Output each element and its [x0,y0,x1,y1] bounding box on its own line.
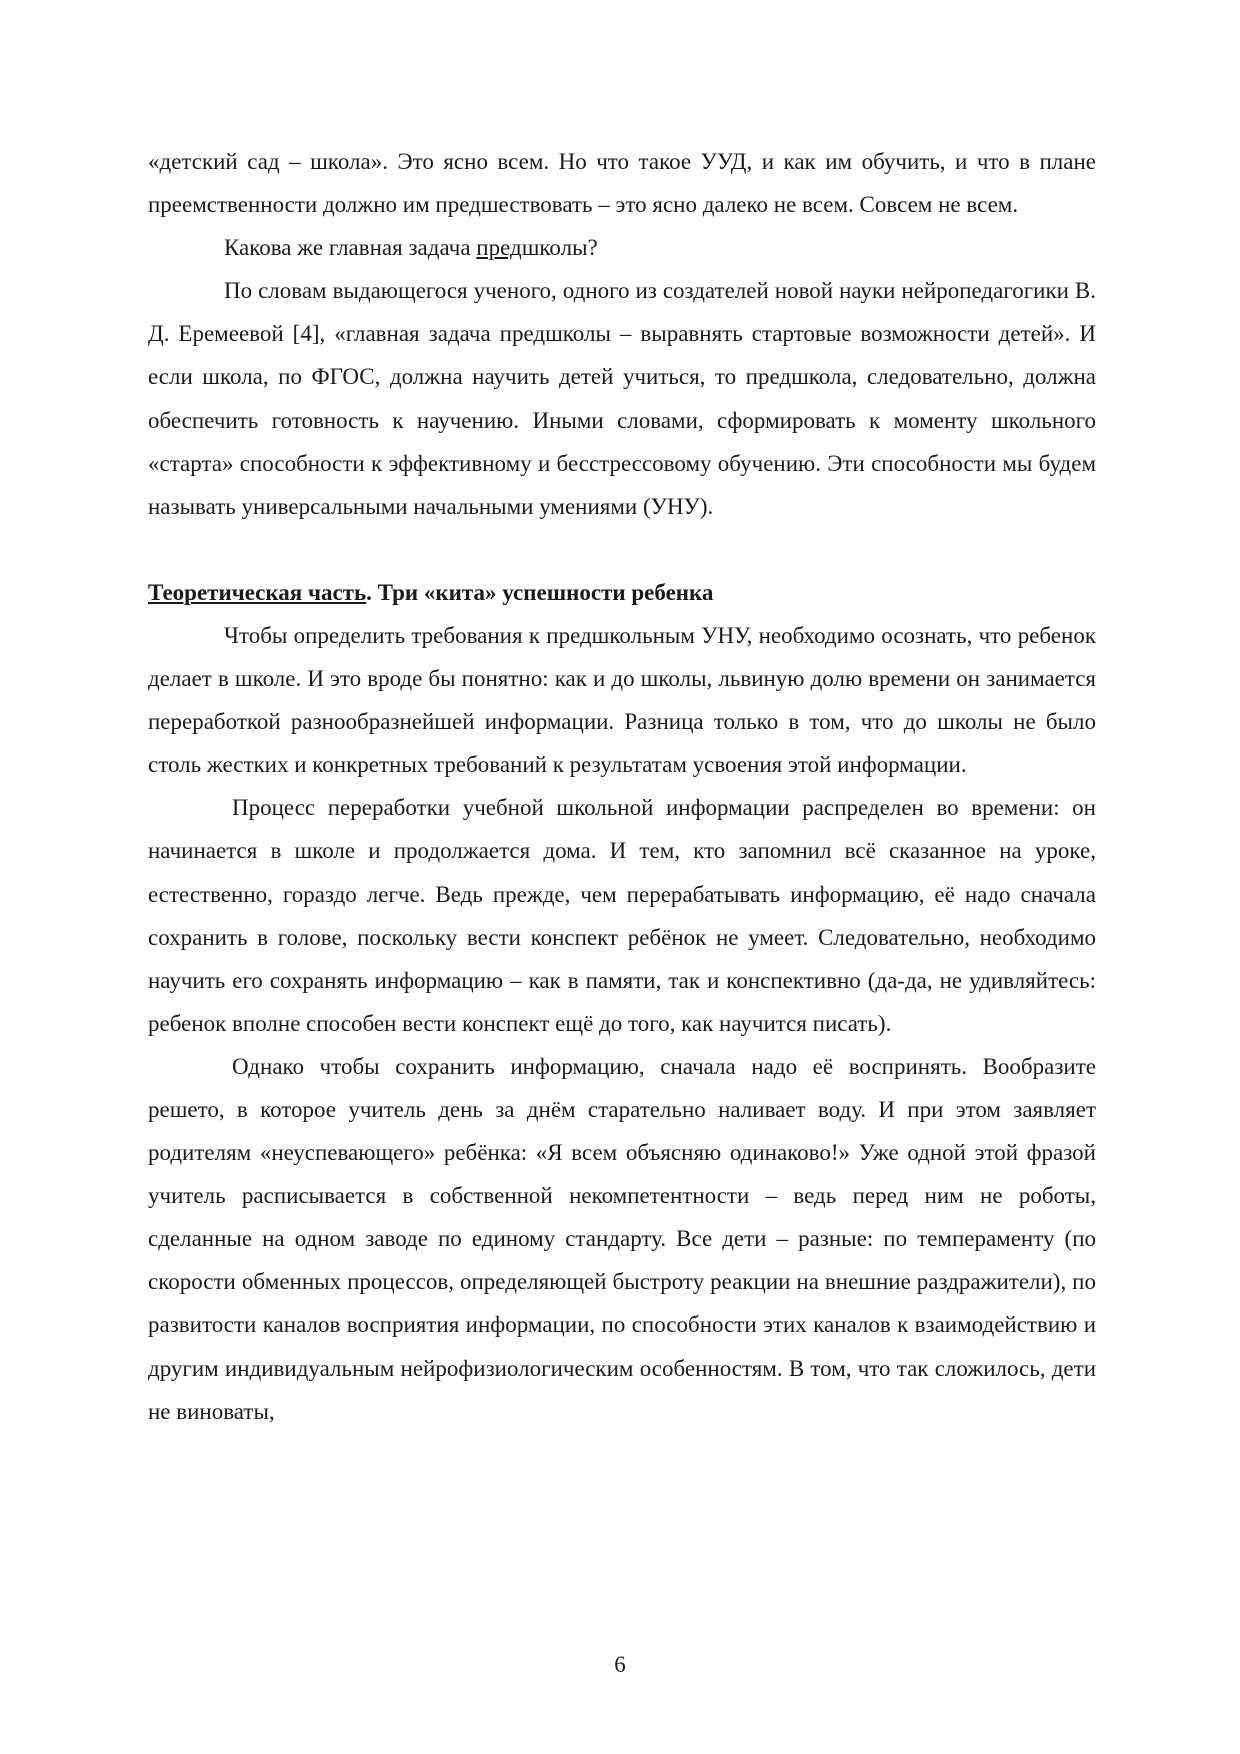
section-heading-rest: . Три «кита» успешности ребенка [366,579,714,605]
paragraph-2-start: Какова же главная задача [224,235,477,261]
paragraph-5: Процесс переработки учебной школьной информации распределен во времени: он начинается в школе и продолжается дома. И тем, кто запомнил всё сказанное на уроке, естественно, гораздо легче. Ведь прежде, чем перерабатывать информацию, её надо сначала сохранить в голове, поскольку вести конспект ребёнок не умеет. Следовательно, необходимо научить его сохранять информацию – как в памяти, так и конспективно (да-да, не удивляйтесь: ребенок вполне способен вести конспект ещё до того, как научится писать). [148,795,1096,1036]
section-heading [148,571,1096,614]
paragraph-2 [148,226,1096,269]
paragraph-3: По словам выдающегося ученого, одного из создателей новой науки нейропедагогики В. Д. Еремеевой [4], «главная задача предшколы – выравнять стартовые возможности детей». И если школа, по ФГОС, должна научить детей учиться, то предшкола, следовательно, должна обеспечить готовность к научению. Иными словами, сформировать к моменту школьного «старта» способности к эффективному и бесстрессовому обучению. Эти способности мы будем называть универсальными начальными умениями (УНУ). [148,278,1096,519]
section-gap [148,528,1096,571]
underlined-prefix: пред [476,235,522,261]
paragraph-1: «детский сад – школа». Это ясно всем. Но что такое УУД, и как им обучить, и что в плане преемственности должно им предшествовать – это ясно далеко не всем. Совсем не всем. [148,149,1096,218]
page-number: 6 [614,1652,626,1677]
section-heading-underlined: Теоретическая часть [148,579,367,605]
paragraph-6: Однако чтобы сохранить информацию, сначала надо её воспринять. Вообразите решето, в которое учитель день за днём старательно наливает воду. И при этом заявляет родителям «неуспевающего» ребёнка: «Я всем объясняю одинаково!» Уже одной этой фразой учитель расписывается в собственной некомпетентности – ведь перед ним не роботы, сделанные на одном заводе по единому стандарту. Все дети – разные: по темпераменту (по скорости обменных процессов, определяющей быстроту реакции на внешние раздражители), по развитости каналов восприятия информации, по способности этих каналов к взаимодействию и другим индивидуальным нейрофизиологическим особенностям. В том, что так сложилось, дети не виноваты, [148,1053,1096,1424]
paragraph-2-end: школы? [521,235,598,261]
paragraph-4: Чтобы определить требования к предшкольным УНУ, необходимо осознать, что ребенок делает в школе. И это вроде бы понятно: как и до школы, львиную долю времени он занимается переработкой разнообразнейшей информации. Разница только в том, что до школы не было столь жестких и конкретных требований к результатам усвоения этой информации. [148,622,1096,778]
text-body [148,140,1096,1433]
